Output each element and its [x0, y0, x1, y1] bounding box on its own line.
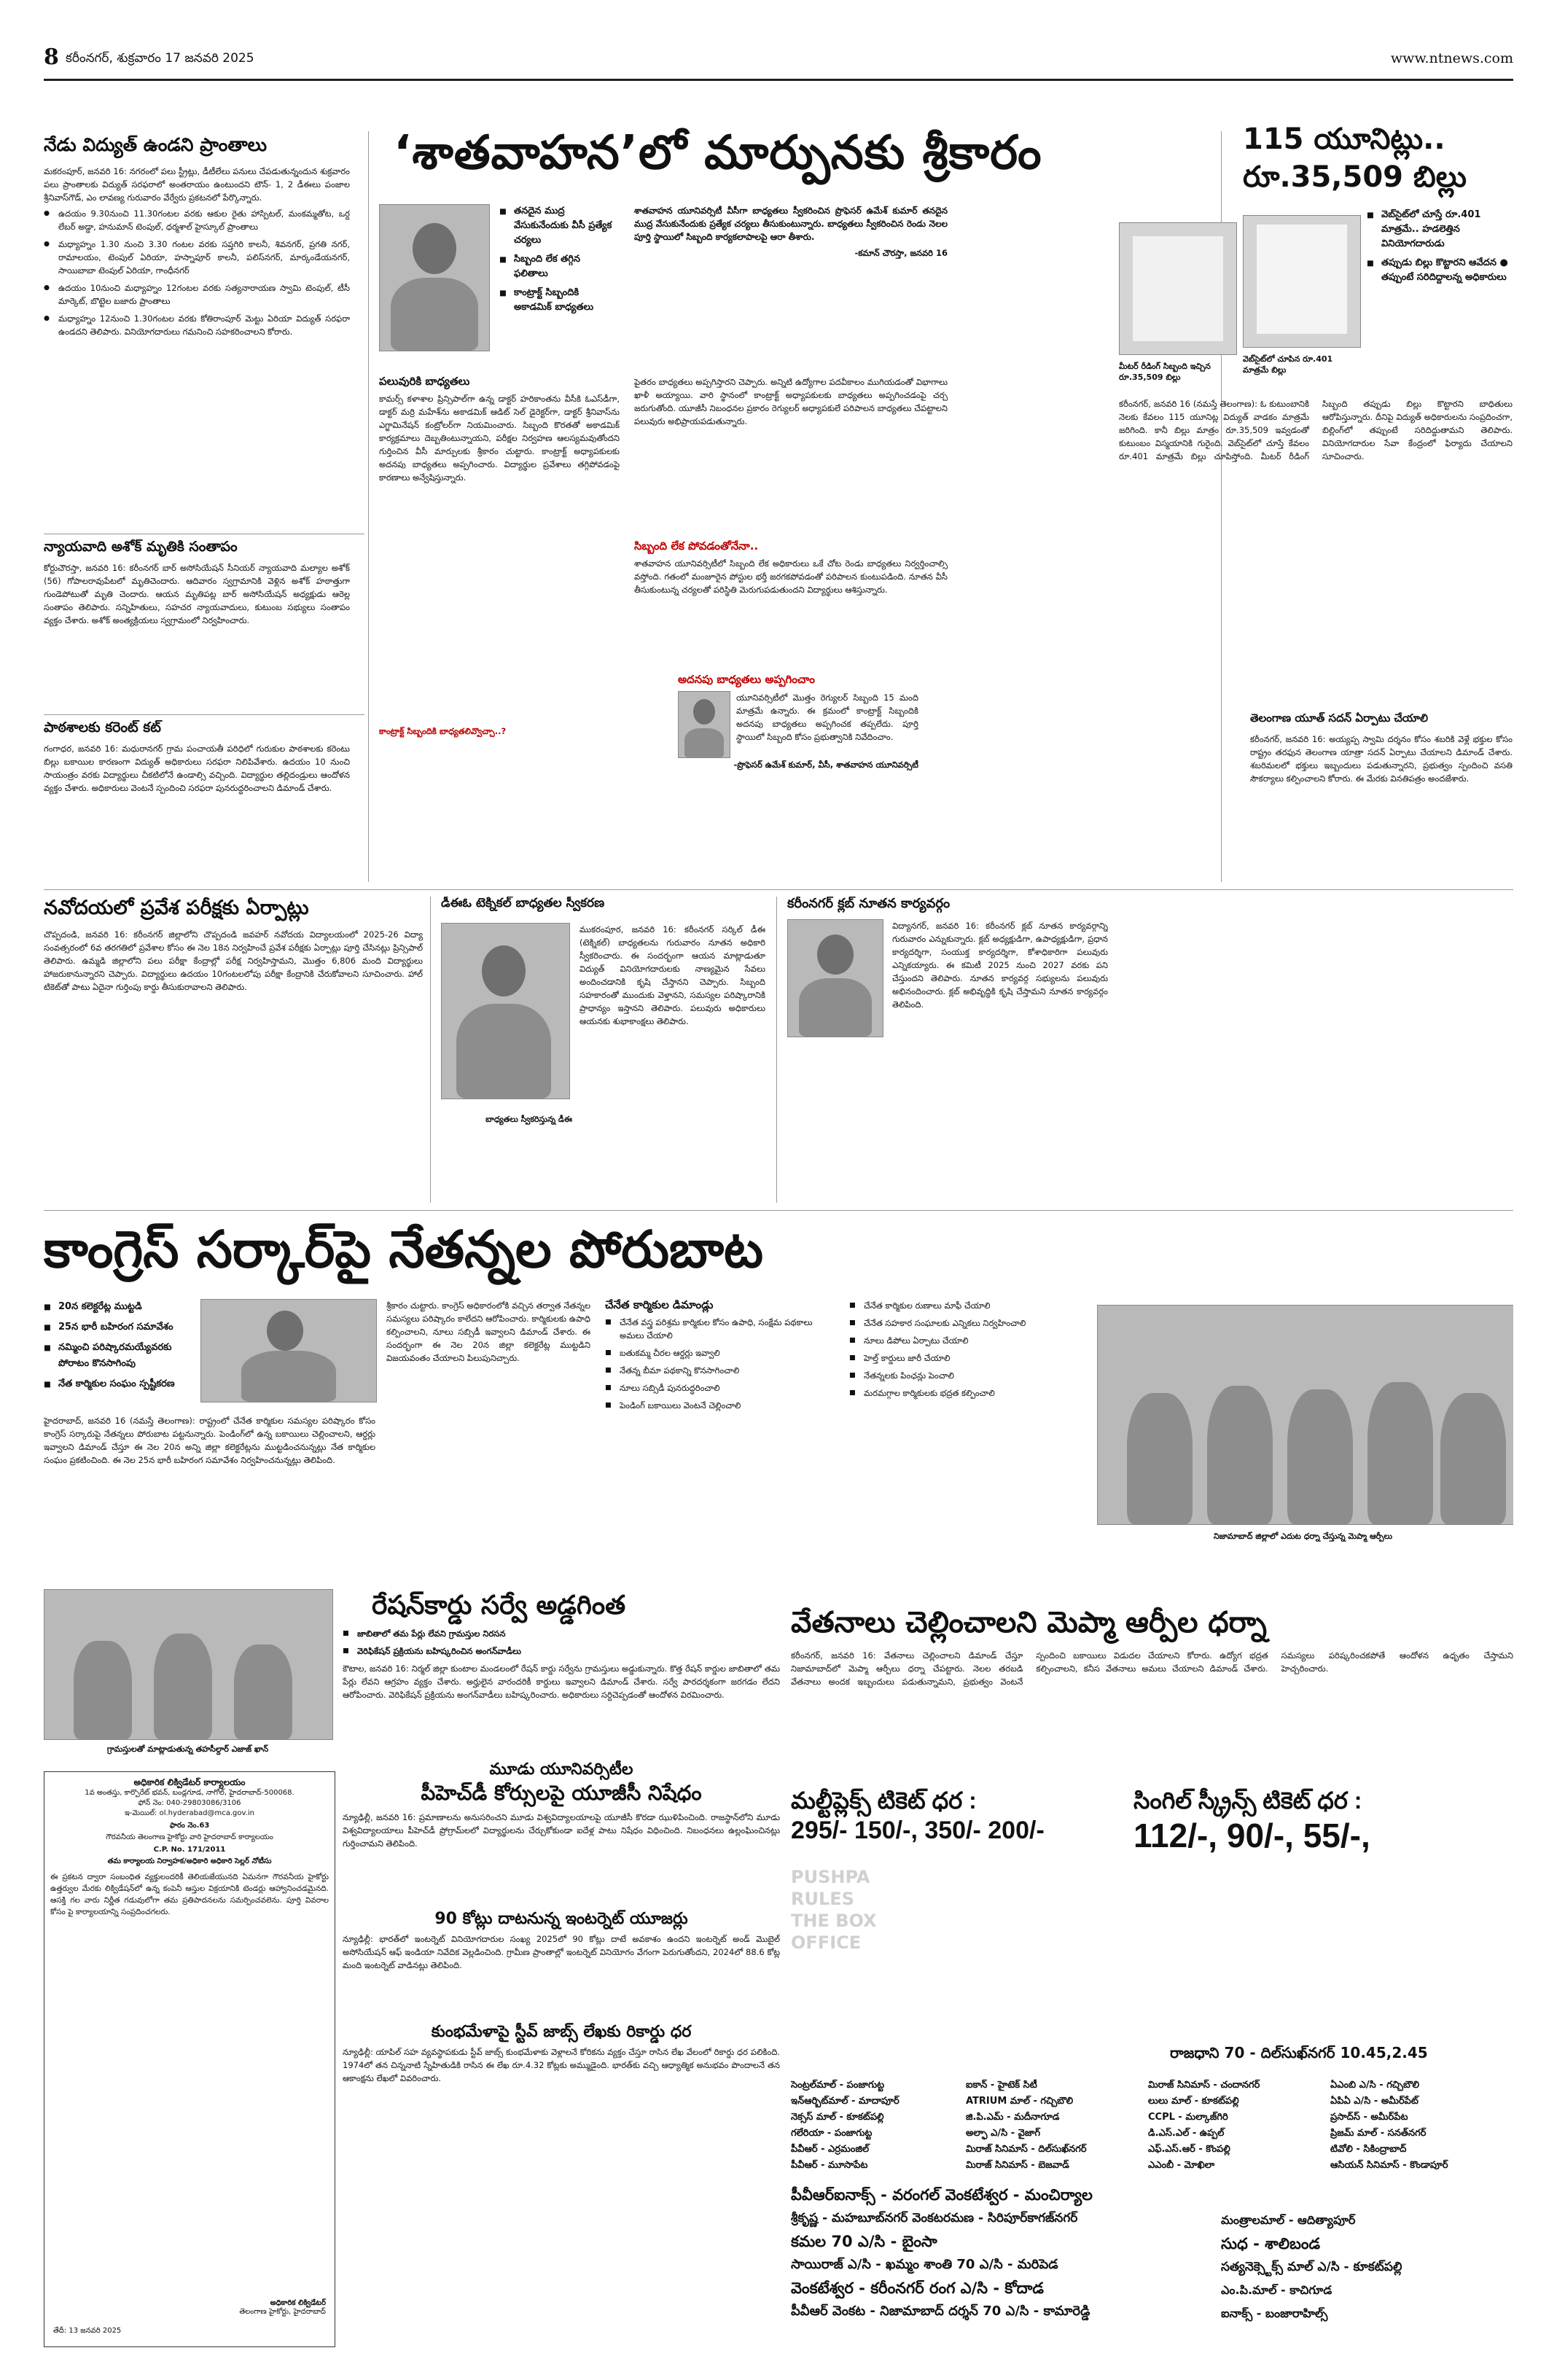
photo-caption: మీటర్ రీడింగ్ సిబ్బంది ఇచ్చిన రూ.35,509 బిల్లు	[1119, 362, 1211, 382]
demands-list	[849, 1299, 1082, 1404]
subheading: అదనపు బాధ్యతలు అప్పగించాం	[678, 673, 815, 687]
subheading: సిబ్బంది లేక పోవడంతోనేనా..	[634, 539, 759, 553]
venue-row: పీవీఆర్‌ఐనాక్స్ - వరంగల్ వెంకటేశ్వర - మంచిర్యాల	[791, 2186, 1093, 2204]
venue: డి.ఎస్.ఎల్ - ఉప్పల్	[1148, 2128, 1225, 2139]
deo-body: ముకరంపూర, జనవరి 16: కరీంనగర్ సర్కిల్ డీఈ (టెక్నికల్) బాధ్యతలను గురువారం నూతన అధికారి స్వీకరించారు. ఈ సందర్భంగా ఆయన మాట్లాడుతూ విద్యుత్ వినియోగదారులకు నాణ్యమైన సేవలు అందించడానికి కృషి చేస్తానని చెప్పారు. సిబ్బంది సహకారంతో ముందుకు వెళ్తానని, సమస్యల పరిష్కారానికి ప్రాధాన్యం ఇస్తానని తెలిపారు. పలువురు అధికారులు ఆయనకు శుభాకాంక్షలు తెలిపారు.	[580, 924, 765, 1026]
congress-demands	[605, 1299, 838, 1576]
vc-photo	[379, 204, 490, 351]
list-item: ■ నూలు సబ్సిడీ పునరుద్ధరించాలి	[605, 1381, 838, 1394]
list-item: ● ఉదయం 9.30నుంచి 11.30గంటల వరకు ఆకుల రైతు హాస్పిటల్, మంకమ్మతోట, ఒర్ద లేబర్ అడ్డా, హనుమాన్ టెంపుల్, ధర్మశాల్ హైస్కూల్ ప్రాంతాలు	[44, 207, 350, 233]
venue: ఇన్‌ఆర్బిట్‌మాల్ - మాదాపూర్	[791, 2096, 900, 2107]
single-screen-price	[1133, 1786, 1513, 1856]
venue: టివోలి - సికింద్రాబాద్	[1330, 2144, 1407, 2155]
bill-bullets	[1367, 208, 1513, 289]
navodaya-title: నవోదయలో ప్రవేశ పరీక్షకు ఏర్పాట్లు	[44, 897, 309, 919]
page-number: 8	[44, 44, 59, 70]
list-item: ■ నేతన్నలకు పింఛన్లు పెంచాలి	[849, 1369, 1082, 1382]
list-item: ■ తప్పుడు బిల్లు కొట్టారని ఆవేదన ● తప్పుంటే సరిదిద్దాలన్న అధికారులు	[1367, 256, 1513, 285]
club-article	[787, 897, 1108, 1203]
internet-article	[343, 1910, 780, 2019]
list-item: ■ సిబ్బంది లేక తగ్గిన ఫలితాలు	[499, 252, 616, 281]
list-item: ■ బతుకమ్మ చీరల ఆర్డర్లు ఇవ్వాలి	[605, 1346, 838, 1359]
internet-body: న్యూఢిల్లీ: భారత్‌లో ఇంటర్నెట్ వినియోగదారుల సంఖ్య 2025లో 90 కోట్లు దాటే అవకాశం ఉందని ఇంటర్నెట్ అండ్ మొబైల్ అసోసియేషన్ ఆఫ్ ఇండియా నివేదిక వెల్లడించింది. గ్రామీణ ప్రాంతాల్లో ఇంటర్నెట్ వినియోగం వేగంగా పెరుగుతోందని, 2024లో 88.6 కోట్ల మంది ఇంటర్నెట్ వాడినట్లు తెలిపింది.	[343, 1934, 780, 1971]
list-item: ■ పెండింగ్ బకాయిలు వెంటనే చెల్లించాలి	[605, 1399, 838, 1412]
venue: మిరాజ్ సినిమాస్ - చందానగర్	[1148, 2080, 1260, 2091]
kumbh-article	[343, 2023, 780, 2344]
venues-col1	[791, 2077, 959, 2174]
signatory: అధికారిక లిక్విడేటర్	[270, 2298, 326, 2307]
tender-court: గౌరవనీయ తెలంగాణ హైకోర్టు వారి హైదరాబాద్ కార్యాలయం	[106, 1833, 273, 1842]
venues-col2	[966, 2077, 1133, 2174]
satavahana-col2	[634, 375, 948, 878]
venues-big	[791, 2183, 1199, 2323]
satavahana-col1	[379, 375, 620, 878]
dateline: కరీంనగర్, శుక్రవారం 17 జనవరి 2025	[66, 51, 254, 66]
congress-article	[44, 1217, 1513, 1596]
column-divider	[368, 131, 369, 882]
page-header	[44, 45, 1513, 71]
ashok-body: కోర్టుచౌరస్తా, జనవరి 16: కరీంనగర్ బార్ అసోసియేషన్ సీనియర్ న్యాయవాది మల్యాల అశోక్ (56) గోపాలరావుపేటలో మృతిచెందారు. ఆదివారం స్వగ్రామానికి వెళ్లిన అశోక్ హఠాత్తుగా గుండెపోటుతో మృతి చెందారు. ఆయన మృతిపట్ల బార్ అసోసియేషన్ అధ్యక్షుడు ఆరెల్ల సంతాపం తెలిపారు. సన్నిహితులు, సహచర న్యాయవాదులు, కుటుంబ సభ్యులు సంతాపం వ్యక్తం చేశారు. అశోక్ అంత్యక్రియలు స్వగ్రామంలో నిర్వహించారు.	[44, 562, 350, 625]
navodaya-article	[44, 897, 423, 1203]
venue: సెంట్రల్‌మాల్ - పంజాగుట్ట	[791, 2080, 885, 2091]
venues-col4	[1330, 2077, 1513, 2174]
header-rule	[44, 79, 1513, 81]
venues-col3	[1148, 2077, 1316, 2174]
venue: ఏపిఏ ఎ/సి - అమీర్‌పేట్	[1330, 2096, 1419, 2107]
tender-office: అధికారిక లిక్విడేటర్ కార్యాలయం	[133, 1777, 246, 1787]
list-item: ■ నేత కార్మికుల సంఘం స్పష్టీకరణ	[44, 1376, 190, 1392]
price-heading: మల్టీప్లెక్స్ టికెట్ ధర :	[791, 1787, 977, 1814]
venue: నెక్సస్ మాల్ - కూకట్‌పల్లి	[791, 2112, 884, 2123]
venue: ఎఫ్.ఎస్.ఆర్ - కొంపల్లి	[1148, 2144, 1230, 2155]
title-line: 115 యూనిట్లు..	[1243, 122, 1445, 156]
ugc-article	[343, 1760, 780, 1906]
column-text: శాతవాహన యూనివర్సిటీలో సిబ్బంది లేక అధికారులు ఒకే చోట రెండు బాధ్యతలు నిర్వర్తించాల్సి వస్తోంది. గతంలో మంజూరైన పోస్టుల భర్తీ జరగకపోవడంతో పరిపాలన కుంటుపడింది. నూతన వీసీ తీసుకుంటున్న చర్యలతో పరిస్థితి మెరుగుపడుతుందని విద్యార్థులు ఆశిస్తున్నారు.	[634, 558, 948, 596]
venue: జి.పి.ఎమ్ - మదీనాగూడ	[966, 2112, 1060, 2123]
congress-bullets	[44, 1299, 190, 1397]
bill-photo-right	[1243, 215, 1361, 348]
list-item: ■ జాబితాలో తమ పేర్లు లేవని గ్రామస్తుల నిరసన	[343, 1627, 780, 1640]
club-photo	[787, 919, 883, 1037]
tender-address: 1వ అంతస్తు, కార్పొరేట్ భవన్, బండ్లగూడ, నాగోల్, హైదరాబాద్-500068.	[85, 1788, 294, 1797]
venue-row: సత్యనెక్స్టెక్స్ మాల్ ఎ/సి - కూకట్‌పల్లి	[1221, 2260, 1402, 2274]
photo-caption: వెబ్‌సైట్‌లో చూపిన రూ.401 మాత్రమే బిల్లు	[1243, 354, 1333, 375]
venue-row: ఐనాక్స్ - బంజారాహిల్స్	[1221, 2306, 1328, 2320]
list-item: ■ హెల్త్ కార్డులు జారీ చేయాలి	[849, 1351, 1082, 1365]
current-cut-body: గంగాధర, జనవరి 16: మధురానగర్ గ్రామ పంచాయతీ పరిధిలో గురుకుల పాఠశాలకు కరెంటు బిల్లు బకాయిల కారణంగా విద్యుత్ అధికారులు సరఫరా నిలిపివేశారు. ఉదయం 10 నుంచి సాయంత్రం వరకు విద్యార్థులు చీకటిలోనే ఉండాల్సి వచ్చింది. విద్యార్థుల తల్లిదండ్రులు ఆందోళన వ్యక్తం చేశారు. అధికారులు వెంటనే స్పందించి సరఫరా పునరుద్ధరించాలని డిమాండ్ చేశారు.	[44, 743, 350, 793]
ugc-kicker: మూడు యూనివర్సిటీల	[489, 1760, 633, 1779]
tender-phone: ఫోన్ నెం: 040-29803086/3106	[138, 1798, 241, 1807]
intro-text: శాతవాహన యూనివర్సిటీ వీసీగా బాధ్యతలు స్వీకరించిన ప్రొఫెసర్ ఉమేశ్ కుమార్ తనదైన ముద్ర వేసుకునేందుకు ప్రత్యేక చర్యలు తీసుకుంటున్నారు. బాధ్యతలు స్వీకరించిన రెండు నెలల పూర్తి స్థాయిలో సిబ్బంది కార్యకలాపాలపై ఆరా తీశారు.	[634, 206, 948, 242]
tender-date: తేదీ: 13 జనవరి 2025	[53, 2327, 122, 2335]
club-title: కరీంనగర్ క్లబ్ నూతన కార్యవర్గం	[787, 897, 951, 911]
venue: ఆసియన్ సినిమాస్ - కొండాపూర్	[1330, 2160, 1448, 2171]
ration-photo	[44, 1589, 333, 1740]
emphasis-line: కాంట్రాక్ట్ సిబ్బందికి బాధ్యతలివ్వొచ్చా..?	[379, 726, 507, 737]
tender-email: ఇ-మెయిల్: ol.hyderabad@mca.gov.in	[125, 1809, 254, 1817]
vc-quote-photo	[678, 691, 730, 758]
multiplex-price	[791, 1786, 1112, 1846]
list-item: ■ నేతన్న బీమా పథకాన్ని కొనసాగించాలి	[605, 1364, 838, 1377]
divider	[44, 1210, 1513, 1211]
stamp-line: PUSHPA	[791, 1867, 870, 1887]
current-cut-article	[44, 720, 350, 866]
venue: CCPL - మల్కాజ్‌గిరి	[1148, 2112, 1228, 2123]
venue-row: సుధ - శాలిబండ	[1221, 2235, 1321, 2252]
stamp-line: RULES	[791, 1889, 854, 1909]
venue-row: సాయిరాజ్ ఎ/సి - ఖమ్మం శాంతి 70 ఎ/సి - మరిపెడ	[791, 2257, 1058, 2272]
stamp-line: THE BOX	[791, 1911, 877, 1931]
tender-subject: తమ కార్యాలయ నిర్వాహక/అధికారి అధికారి సెల్లర్ నోటీసు	[107, 1857, 272, 1865]
mepma-photo	[1097, 1305, 1513, 1525]
column-divider	[776, 897, 777, 1203]
list-item: ■ కాంట్రాక్ట్ సిబ్బందికి అకాడమిక్ బాధ్యతలు	[499, 286, 616, 315]
venue-row: పీవీఆర్ వెంకట - నిజామాబాద్ దర్శన్ 70 ఎ/సి - కామారెడ్డి	[791, 2303, 1090, 2319]
column-text: కామర్స్ కళాశాల ప్రిన్సిపాల్‌గా ఉన్న డాక్టర్ హరికాంతను వీసీకి ఓఎస్‌డీగా, డాక్టర్ మర్రి మహేశ్‌ను అకాడమిక్ ఆడిట్ సెల్ డైరెక్టర్‌గా, డాక్టర్ శ్రీనివాస్‌ను ఎగ్జామినేషన్ కంట్రోలర్‌గా నియమించారు. సిబ్బంది కొరతతో అకాడమిక్ కార్యక్రమాలు దెబ్బతింటున్నాయని, పరీక్షల నిర్వహణ ఆలస్యమవుతోందని గుర్తించిన వీసీ మార్పులకు శ్రీకారం చుట్టారు. కాంట్రాక్ట్ అధ్యాపకులకు అదనపు బాధ్యతలు అప్పగించారు. విద్యార్థుల ప్రవేశాలు తగ్గిపోవడంపై కారణాలు అన్వేషిస్తున్నారు.	[379, 394, 620, 483]
congress-title: కాంగ్రెస్ సర్కార్‌పై నేతన్నల పోరుబాట	[44, 1220, 764, 1279]
divider	[44, 889, 1513, 890]
venue: ప్రిజమ్ మాల్ - సనత్‌నగర్	[1330, 2128, 1427, 2139]
club-body: విద్యానగర్, జనవరి 16: కరీంనగర్ క్లబ్ నూతన కార్యవర్గాన్ని గురువారం ఎన్నుకున్నారు. క్లబ్ అధ్యక్షుడిగా, ఉపాధ్యక్షుడిగా, ప్రధాన కార్యదర్శిగా, సంయుక్త కార్యదర్శిగా, కోశాధికారిగా పలువురు ఎన్నికయ్యారు. ఈ కమిటీ 2025 నుంచి 2027 వరకు పని చేస్తుందని తెలిపారు. నూతన కార్యవర్గ సభ్యులను పలువురు అభినందించారు. క్లబ్ అభివృద్ధికి కృషి చేస్తామని నూతన కార్యవర్గం తెలిపింది.	[892, 920, 1108, 1010]
title-line: రూ.35,509 బిల్లు	[1243, 160, 1467, 194]
ration-bullets	[343, 1627, 780, 1662]
venue: ఎఎంబీ - మోఖిలా	[1148, 2160, 1215, 2171]
column-text: పైతరం బాధ్యతలు అప్పగిస్తారని చెప్పారు. అన్నిటి ఉద్యోగాల పదవీకాలం ముగియడంతో విభాగాలు ఖాళీ అయ్యాయి. వారి స్థానంలో కాంట్రాక్ట్ అధ్యాపకులకు బాధ్యతలు అప్పగించడంపై చర్చ జరుగుతోంది. యూజీసీ నిబంధనల ప్రకారం రెగ్యులర్ అధ్యాపకులే పరిపాలన బాధ్యతలు చేపట్టాలని పలువురు అభిప్రాయపడుతున్నారు.	[634, 377, 948, 426]
satavahana-article	[379, 124, 1217, 882]
reporter-line: -కమాన్ చౌరస్తా, జనవరి 16	[854, 248, 948, 258]
bill-body: కరీంనగర్, జనవరి 16 (నమస్తే తెలంగాణ): ఓ కుటుంబానికి నెలకు కేవలం 115 యూనిట్ల విద్యుత్ వాడకం మాత్రమే జరిగింది. కానీ బిల్లు మాత్రం రూ.35,509 ఇవ్వడంతో కుటుంబం విస్మయానికి గురైంది. వెబ్‌సైట్‌లో చూస్తే కేవలం రూ.401 మాత్రమే బిల్లు చూపిస్తోంది. మీటర్ రీడింగ్ సిబ్బంది తప్పుడు బిల్లు కొట్టారని బాధితులు ఆరోపిస్తున్నారు. దీనిపై విద్యుత్ అధికారులను సంప్రదించగా, బిల్లింగ్‌లో తప్పుంటే సరిదిద్దుతామని తెలిపారు. వినియోగదారుల సేవా కేంద్రంలో ఫిర్యాదు చేయాలని సూచించారు.	[1119, 399, 1513, 461]
bill-photo-left	[1119, 222, 1237, 355]
venues-right	[1221, 2209, 1513, 2325]
congress-photo	[200, 1299, 377, 1402]
list-item: ■ చేనేత కార్మికుల రుణాలు మాఫీ చేయాలి	[849, 1299, 1082, 1312]
tender-body: ఈ ప్రకటన ద్వారా సంబంధిత వ్యక్తులందరికీ తెలియజేయునది ఏమనగా గౌరవనీయ హైకోర్టు ఉత్తర్వుల మేరకు లిక్విడేషన్‌లో ఉన్న కంపెనీ ఆస్తుల విక్రయానికి టెండర్లు ఆహ్వానించడమైనది. ఆసక్తి గల వారు నిర్ణీత గడువులోగా తమ ప్రతిపాదనలను సమర్పించవలెను. పూర్తి వివరాల కోసం పై కార్యాలయాన్ని సంప్రదించగలరు.	[50, 1873, 329, 1917]
signatory-court: తెలంగాణ హైకోర్టు, హైదరాబాద్	[239, 2308, 326, 2316]
photo-caption: నిజామాబాద్ జిల్లాలో ఎదుట ధర్నా చేస్తున్న మెప్మా ఆర్పీలు	[1213, 1532, 1393, 1541]
movie-ad	[791, 1786, 1513, 2362]
power-cuts-list	[44, 207, 350, 343]
tender-notice	[44, 1771, 335, 2347]
power-cuts-body: మకరంపూర్, జనవరి 16: నగరంలో పలు స్ట్రీట్లు, డీటీలేలు పనులు చేపడుతున్నందున శుక్రవారం పలు ప్రాంతాలకు విద్యుత్ సరఫరాలో అంతరాయం ఉంటుందని టౌన్- 1, 2 డీఈలు పంజాల శ్రీనివాస్‌గౌడ్, ఎం లావణ్య గురువారం వేర్వేరు ప్రకటనలో పేర్కొన్నారు.	[44, 165, 350, 203]
power-cuts-title: నేడు విద్యుత్ ఉండని ప్రాంతాలు	[44, 135, 268, 155]
list-item: ■ 20న కలెక్టరేట్ల ముట్టడి	[44, 1299, 190, 1315]
venue: ATRIUM మాల్ - గచ్చిబౌలి	[966, 2096, 1074, 2107]
venue: మిరాజ్ సినిమాస్ - దిల్‌సుఖ్‌నగర్	[966, 2144, 1087, 2155]
congress-demands-2	[849, 1299, 1082, 1576]
list-item: ■ 25న భారీ బహిరంగ సమావేశం	[44, 1319, 190, 1335]
mepma-article	[791, 1604, 1513, 1779]
satavahana-intro	[634, 204, 948, 386]
deo-photo	[441, 923, 570, 1099]
showtime: రాజధాని 70 - దిల్‌సుఖ్‌నగర్ 10.45,2.45	[1170, 2044, 1428, 2061]
deo-article	[441, 897, 769, 1203]
stamp-line: OFFICE	[791, 1932, 862, 1953]
venue: మిరాజ్ సినిమాస్ - బెజవాడ్	[966, 2160, 1069, 2171]
venue-row: శ్రీకృష్ణ - మహబూబ్‌నగర్ వెంకటరమణ - సిరిపూర్‌కాగజ్‌నగర్	[791, 2211, 1078, 2225]
venue: లులు మాల్ - కూకట్‌పల్లి	[1148, 2096, 1239, 2107]
venue-row: వెంకటేశ్వర - కరీంనగర్ రంగ ఎ/సి - కోదాడ	[791, 2279, 1044, 2297]
subheading: తెలంగాణ యూత్ సదన్ ఏర్పాటు చేయాలి	[1250, 711, 1429, 725]
navodaya-body: చొప్పదండి, జనవరి 16: కరీంనగర్ జిల్లాలోని చొప్పదండి జవహర్ నవోదయ విద్యాలయంలో 2025-26 విద్యా సంవత్సరంలో 6వ తరగతిలో ప్రవేశాల కోసం ఈ నెల 18న నిర్వహించే ప్రవేశ పరీక్షకు ఏర్పాట్లు పూర్తి చేసినట్లు ప్రిన్సిపాల్ తెలిపారు. ఉమ్మడి జిల్లాలోని పలు పరీక్షా కేంద్రాల్లో పరీక్ష నిర్వహిస్తామని, మొత్తం 6,806 మంది విద్యార్థులు హాజరుకానున్నారని చెప్పారు. విద్యార్థులు ఉదయం 10గంటలలోపు పరీక్షా కేంద్రానికి చేరుకోవాలని సూచించారు. హాల్ టికెట్‌తో పాటు ఏదైనా గుర్తింపు కార్డు తీసుకురావాలని తెలిపారు.	[44, 929, 423, 993]
tender-form: ఫారం నెం.63	[169, 1821, 210, 1830]
deo-title: డీఈఓ టెక్నికల్ బాధ్యతల స్వీకరణ	[441, 897, 605, 910]
subheading: పలువురికి బాధ్యతలు	[379, 375, 470, 388]
list-item: ■ మరమగ్గాల కార్మికులకు భద్రత కల్పించాలి	[849, 1386, 1082, 1400]
list-item: ■ నూలు డిపోలు ఏర్పాటు చేయాలి	[849, 1334, 1082, 1347]
list-item: ■ చేనేత వస్త్ర పరిశ్రమ కార్మికుల కోసం ఉపాధి, సంక్షేమ పథకాలు అమలు చేయాలి	[605, 1316, 838, 1342]
ashok-title: న్యాయవాది అశోక్ మృతికి సంతాపం	[44, 539, 238, 555]
list-item: ● మధ్యాహ్నం 1.30 నుంచి 3.30 గంటల వరకు సప్తగిరి కాలనీ, శివనగర్, ప్రగతి నగర్, రామాలయం, టెంపుల్ ఏరియా, హస్నాపూర్ కాలనీ, పలిస్‌నగర్, మార్కండేయనగర్, సాయిబాబా టెంపుల్ ఏరియా, గాంధీనగర్	[44, 238, 350, 277]
list-item: ■ వెబ్‌సైట్‌లో చూస్తే రూ.401 మాత్రమే.. హడలెత్తిన వినియోగదారుడు	[1367, 208, 1513, 251]
quote-box	[678, 674, 918, 770]
congress-col2: శ్రీకారం చుట్టారు. కాంగ్రెస్ అధికారంలోకి వచ్చిన తర్వాత నేతన్నల సమస్యలు పరిష్కారం కాలేదని ఆరోపించారు. కార్మికులకు ఉపాధి కల్పించాలని, నూలు సబ్సిడీ ఇవ్వాలని డిమాండ్ చేశారు. ఈ సందర్భంగా ఈ నెల 20న జిల్లా కలెక్టరేట్ల ముట్టడిని విజయవంతం చేయాలని పిలుపునిచ్చారు.	[386, 1300, 590, 1363]
photo-caption: బాధ్యతలు స్వీకరిస్తున్న డీఈ	[485, 1115, 572, 1124]
venue-row: ఎం.పి.మాల్ - కాచిగూడ	[1221, 2283, 1332, 2297]
website-link[interactable]: www.ntnews.com	[1390, 50, 1513, 66]
price-heading: సింగిల్ స్క్రీన్స్ టికెట్ ధర :	[1133, 1787, 1362, 1814]
ration-article	[343, 1589, 780, 1753]
venue: పీవీఆర్ - ఎర్రమంజిల్	[791, 2144, 870, 2155]
congress-body: హైదరాబాద్, జనవరి 16 (నమస్తే తెలంగాణ): రాష్ట్రంలో చేనేత కార్మికుల సమస్యల పరిష్కారం కోసం కాంగ్రెస్ సర్కారుపై నేతన్నలు పోరుబాట పట్టనున్నారు. పెండింగ్‌లో ఉన్న బకాయిలు చెల్లించాలని, ఆర్డర్లు ఇవ్వాలని డిమాండ్ చేస్తూ ఈ నెల 20న అన్ని జిల్లా కలెక్టరేట్లను ముట్టడించనున్నట్లు నేత కార్మికుల సంఘం ప్రకటించింది. ఈ నెల 25న భారీ బహిరంగ సమావేశం నిర్వహించనున్నట్లు తెలిపింది.	[44, 1416, 375, 1465]
price-values: 295/- 150/-, 350/- 200/-	[791, 1817, 1045, 1844]
mepma-body: కరీంనగర్, జనవరి 16: వేతనాలు చెల్లించాలని డిమాండ్ చేస్తూ నిజామాబాద్‌లో మెప్మా ఆర్పీలు ధర్నా చేపట్టారు. నెలల తరబడి వేతనాలు అందక ఇబ్బందులు పడుతున్నామని, ప్రభుత్వం వెంటనే స్పందించి బకాయిలు విడుదల చేయాలని కోరారు. ఉద్యోగ భద్రత కల్పించాలని, కనీస వేతనాలు అమలు చేయాలని డిమాండ్ చేశారు. సమస్యలు పరిష్కరించకపోతే ఆందోళన ఉధృతం చేస్తామని హెచ్చరించారు.	[791, 1650, 1513, 1687]
satavahana-bullets	[499, 204, 616, 319]
venue: ప్రసాద్‌స్ - అమీర్‌పేట	[1330, 2112, 1408, 2123]
list-item: ■ చేనేత సహకార సంఘాలకు ఎన్నికలు నిర్వహించాలి	[849, 1316, 1082, 1330]
current-cut-title: పాఠశాలకు కరెంట్ కట్	[44, 720, 161, 736]
quote-attribution: -ప్రొఫెసర్ ఉమేశ్ కుమార్, వీసీ, శాతవాహన యూనివర్సిటీ	[733, 759, 918, 770]
venue: పీవీఆర్ - మూసాపేట	[791, 2160, 868, 2171]
venue-row: మంత్రాలమాల్ - ఆదిత్యాపూర్	[1221, 2213, 1356, 2227]
bill-body-2: కరీంనగర్, జనవరి 16: అయ్యప్ప స్వామి దర్శనం కోసం శబరికి వెళ్లే భక్తుల కోసం రాష్ట్రం తరఫున తెలంగాణ యాత్రా సదన్ ఏర్పాటు చేయాలని డిమాండ్ చేశారు. శబరిమలలో భక్తులు ఇబ్బందులు పడుతున్నారని, ప్రభుత్వం స్పందించి వసతి సౌకర్యాలు కల్పించాలని కోరారు. ఈ మేరకు వినతిపత్రం అందజేశారు.	[1250, 734, 1513, 784]
satavahana-title: ‘శాతవాహన’లో మార్పునకు శ్రీకారం	[394, 126, 1042, 180]
tender-case: C.P. No. 171/2011	[153, 1846, 226, 1854]
list-item: ■ నమ్మించి పరిష్కారమయ్యేవరకు పోరాటం కొనసాగింపు	[44, 1340, 190, 1372]
poster-stamp	[791, 1866, 937, 1961]
subheading: చేనేత కార్మికుల డిమాండ్లు	[605, 1298, 714, 1311]
list-item: ■ తనదైన ముద్ర వేసుకునేందుకు వీసీ ప్రత్యేక చర్యలు	[499, 204, 616, 248]
demands-list	[605, 1316, 838, 1416]
list-item: ■ వెరిఫికేషన్ ప్రక్రియను బహిష్కరించిన అంగన్‌వాడీలు	[343, 1644, 780, 1658]
ration-title: రేషన్‌కార్డు సర్వే అడ్డగింత	[372, 1591, 626, 1620]
column-divider	[430, 897, 431, 1203]
ration-body: కౌటాల, జనవరి 16: నిర్మల్ జిల్లా కుంటాల మండలంలో రేషన్ కార్డు సర్వేను గ్రామస్తులు అడ్డుకున్నారు. కొత్త రేషన్ కార్డుల జాబితాలో తమ పేర్లు లేవని ఆగ్రహం వ్యక్తం చేశారు. అర్హులైన వారందరికీ కార్డులు ఇవ్వాలని డిమాండ్ చేశారు. సర్వే పారదర్శకంగా జరగడం లేదని ఆరోపించారు. వెరిఫికేషన్ ప్రక్రియను అంగన్‌వాడీలు బహిష్కరించారు. అధికారులు సర్దిచెప్పడంతో ఆందోళన విరమించారు.	[343, 1663, 780, 1700]
photo-caption: గ్రామస్తులతో మాట్లాడుతున్న తహసీల్దార్ ఎజాజ్ ఖాన్	[106, 1744, 269, 1754]
venue-row: కమల 70 ఎ/సి - బైంసా	[791, 2233, 937, 2250]
quote-text: యూనివర్సిటీలో మొత్తం రెగ్యులర్ సిబ్బంది 15 మంది మాత్రమే ఉన్నారు. ఈ క్రమంలో కాంట్రాక్ట్ సిబ్బందికి అదనపు బాధ్యతలు అప్పగించక తప్పలేదు. పూర్తి స్థాయిలో సిబ్బంది కోసం ప్రభుత్వానికి నివేదించాం.	[736, 692, 918, 742]
ashok-article	[44, 539, 350, 707]
price-values: 112/-, 90/-, 55/-,	[1133, 1817, 1370, 1854]
ugc-body: న్యూఢిల్లీ, జనవరి 16: ప్రమాణాలను అనుసరించని మూడు విశ్వవిద్యాలయాలపై యూజీసీ కొరడా ఝుళిపించింది. రాజస్థాన్‌లోని మూడు విశ్వవిద్యాలయాలు పీహెచ్‌డీ ప్రోగ్రామ్‌లలో విద్యార్థులను చేర్చుకోకుండా ఐదేళ్ల పాటు నిషేధం విధించింది. నిబంధనలు ఉల్లంఘించినట్లు గుర్తించామని తెలిపింది.	[343, 1812, 780, 1849]
venue: ఐకాన్ - హైటెక్ సిటీ	[966, 2080, 1037, 2091]
mepma-title: వేతనాలు చెల్లించాలని మెప్మా ఆర్పీల ధర్నా	[791, 1606, 1267, 1639]
list-item: ● మధ్యాహ్నం 12నుంచి 1.30గంటల వరకు కోతిరాంపూర్ మెట్టు ఏరియా విద్యుత్ సరఫరా ఉండదని తెలిపారు. వినియోగదారులు గమనించి సహకరించాలని కోరారు.	[44, 312, 350, 338]
venue: అల్ఫా ఎ/సి - వైజాగ్	[966, 2128, 1041, 2139]
venue: ఏఎంబి ఎ/సి - గచ్చిబౌలి	[1330, 2080, 1420, 2091]
ugc-title: పీహెచ్‌డీ కోర్సులపై యూజీసీ నిషేధం	[421, 1781, 702, 1806]
kumbh-body: న్యూఢిల్లీ: యాపిల్ సహ వ్యవస్థాపకుడు స్టీవ్ జాబ్స్ కుంభమేళాకు వెళ్లాలనే కోరికను వ్యక్తం చేస్తూ రాసిన లేఖ వేలంలో రికార్డు ధర పలికింది. 1974లో తన చిన్ననాటి స్నేహితుడికి రాసిన ఈ లేఖ రూ.4.32 కోట్లకు అమ్ముడైంది. భారత్‌కు వచ్చి ఆధ్యాత్మిక అనుభవం పొందాలనే తన ఆకాంక్షను లేఖలో వివరించారు.	[343, 2047, 780, 2084]
venue: గలేరియా - పంజాగుట్ట	[791, 2128, 873, 2139]
power-cuts-article	[44, 135, 350, 528]
list-item: ● ఉదయం 10నుంచి మధ్యాహ్నం 12గంటల వరకు సత్యనారాయణ స్వామి టెంపుల్, టీసీ మార్కెట్, బొట్టెల బజారు ప్రాంతాలు	[44, 281, 350, 308]
internet-title: 90 కోట్లు దాటనున్న ఇంటర్నెట్ యూజర్లు	[434, 1910, 688, 1928]
bill-title	[1243, 120, 1516, 196]
bill-article	[1119, 120, 1516, 882]
divider	[44, 714, 364, 715]
ration-photo-block	[44, 1589, 332, 1764]
kumbh-title: కుంభమేళాపై స్టీవ్ జాబ్స్ లేఖకు రికార్డు ధర	[431, 2023, 692, 2041]
